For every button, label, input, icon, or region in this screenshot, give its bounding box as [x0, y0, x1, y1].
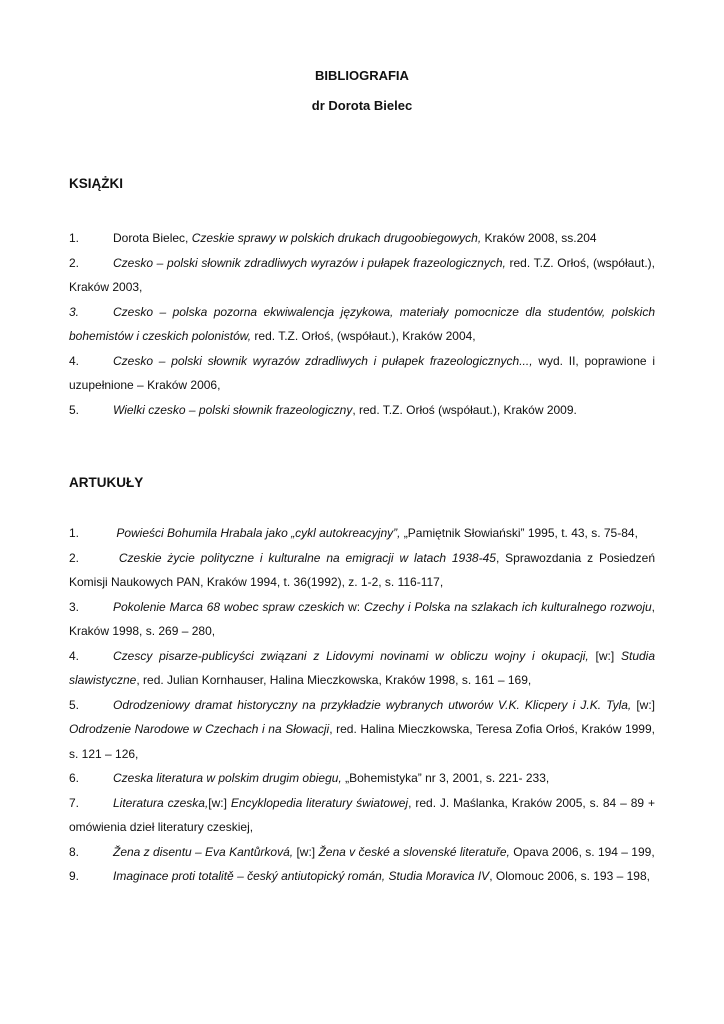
entry-number: 6. — [69, 771, 80, 785]
entry-title-text: Žena z disentu – Eva Kantůrková, — [113, 844, 294, 859]
entry-number: 5. — [69, 697, 80, 712]
bibliography-entry — [69, 398, 655, 423]
entry-title-text: Odrodzeniowy dramat historyczny na przykładzie wybranych utworów V.K. Klicpery i J.K. Tyla, — [113, 697, 632, 712]
entry-title-text: Czesko – polski słownik wyrazów zdradliwych i pułapek frazeologicznych..., — [113, 353, 533, 368]
bibliography-entry — [69, 693, 655, 767]
entry-title-text: Czechy i Polska na szlakach ich kulturalnego rozwoju — [363, 599, 652, 614]
entry-text: [w:] — [631, 697, 655, 712]
entry-text: red. T.Z. Orłoś, (współaut.), Kraków 2003, — [69, 255, 655, 294]
entry-number: 4. — [69, 353, 80, 368]
entry-title-text: Studia slawistyczne — [69, 648, 656, 687]
books-heading: KSIĄŻKI — [69, 176, 123, 191]
entry-number: 2. — [69, 255, 80, 270]
entry-title-text: Czesko – polski słownik zdradliwych wyrazów i pułapek frazeologicznych, — [113, 255, 506, 270]
entry-text: wyd. II, poprawione i uzupełnione – Kraków 2006, — [69, 353, 655, 392]
bibliography-entry — [69, 251, 655, 300]
entry-title-text: Pokolenie Marca 68 wobec spraw czeskich — [113, 599, 345, 614]
entry-text: [w:] — [293, 844, 319, 859]
entry-number: 1. — [69, 231, 80, 245]
bibliography-entry — [69, 864, 655, 889]
bibliography-entry — [69, 521, 655, 546]
entry-number: 3. — [69, 304, 80, 319]
bibliography-entry — [69, 595, 655, 644]
entry-text: , red. Julian Kornhauser, Halina Mieczkowska, Kraków 1998, s. 161 – 169, — [136, 673, 532, 687]
entry-title-text: Powieści Bohumila Hrabala jako „cykl autokreacyjny”, — [113, 526, 401, 540]
entry-title-text: Encyklopedia literatury światowej — [230, 795, 409, 810]
entry-text: Kraków 2008, ss.204 — [481, 231, 597, 245]
entry-number: 8. — [69, 844, 80, 859]
entry-number: 7. — [69, 795, 80, 810]
entry-title-text: Žena v české a slovenské literatuře, — [318, 844, 510, 859]
entry-number: 1. — [69, 526, 80, 540]
entry-number: 2. — [69, 550, 80, 565]
bibliography-entry — [69, 349, 655, 398]
entry-title-text: Wielki czesko – polski słownik frazeologiczny — [113, 402, 353, 417]
entry-title-text: Odrodzenie Narodowe w Czechach i na Słowacji — [69, 722, 330, 736]
entry-text: , Sprawozdania z Posiedzeń Komisji Naukowych PAN, Kraków 1994, t. 36(1992), z. 1-2, s. 116-117, — [69, 550, 655, 589]
entry-title-text: Czeskie życie polityczne i kulturalne na emigracji w latach 1938-45 — [113, 550, 496, 565]
entry-text: Dorota Bielec, — [113, 231, 192, 245]
entry-text: red. T.Z. Orłoś, (współaut.), Kraków 2004, — [251, 329, 476, 343]
entry-text: w: — [344, 599, 364, 614]
bibliography-entry — [69, 791, 655, 840]
books-list — [69, 226, 655, 422]
entry-text: , red. T.Z. Orłoś (współaut.), Kraków 2009. — [352, 402, 577, 417]
entry-number: 3. — [69, 599, 80, 614]
entry-title-text: Literatura czeska, — [113, 795, 209, 810]
entry-title-text: Imaginace proti totalitě – český antiutopický román, Studia Moravica IV — [113, 869, 490, 883]
entry-text: Opava 2006, s. 194 – 199, — [509, 844, 655, 859]
entry-text: , Olomouc 2006, s. 193 – 198, — [489, 869, 650, 883]
document-title: BIBLIOGRAFIA — [315, 68, 409, 83]
articles-list — [69, 521, 655, 889]
entry-number: 9. — [69, 869, 80, 883]
bibliography-entry — [69, 840, 655, 865]
entry-text: [w:] — [208, 795, 231, 810]
entry-text: [w:] — [588, 648, 621, 663]
entry-text: , Kraków 1998, s. 269 – 280, — [69, 599, 655, 638]
entry-text: „Bohemistyka” nr 3, 2001, s. 221- 233, — [341, 771, 550, 785]
bibliography-entry — [69, 226, 655, 251]
bibliography-entry — [69, 766, 655, 791]
entry-text: „Pamiętnik Słowiański” 1995, t. 43, s. 75-84, — [400, 526, 638, 540]
entry-text: , red. Halina Mieczkowska, Teresa Zofia Orłoś, Kraków 1999, s. 121 – 126, — [69, 722, 655, 761]
entry-number: 5. — [69, 402, 80, 417]
entry-title-text: Czeska literatura w polskim drugim obiegu, — [113, 771, 342, 785]
entry-text: , red. J. Maślanka, Kraków 2005, s. 84 – 89 + omówienia dzieł literatury czeskiej, — [69, 795, 655, 834]
bibliography-entry — [69, 546, 655, 595]
entry-title-text: Czescy pisarze-publicyści związani z Lidovymi novinami w obliczu wojny i okupacji, — [113, 648, 589, 663]
entry-number: 4. — [69, 648, 80, 663]
entry-title-text: Czeskie sprawy w polskich drukach drugoobiegowych, — [191, 231, 482, 245]
bibliography-entry — [69, 300, 655, 349]
author-name: dr Dorota Bielec — [311, 98, 413, 113]
entry-title-text: Czesko – polska pozorna ekwiwalencja językowa, materiały pomocnicze dla studentów, polskich bohemistów i czeskich polonistów, — [69, 304, 655, 343]
bibliography-entry — [69, 644, 655, 693]
articles-heading: ARTUKUŁY — [69, 475, 144, 490]
